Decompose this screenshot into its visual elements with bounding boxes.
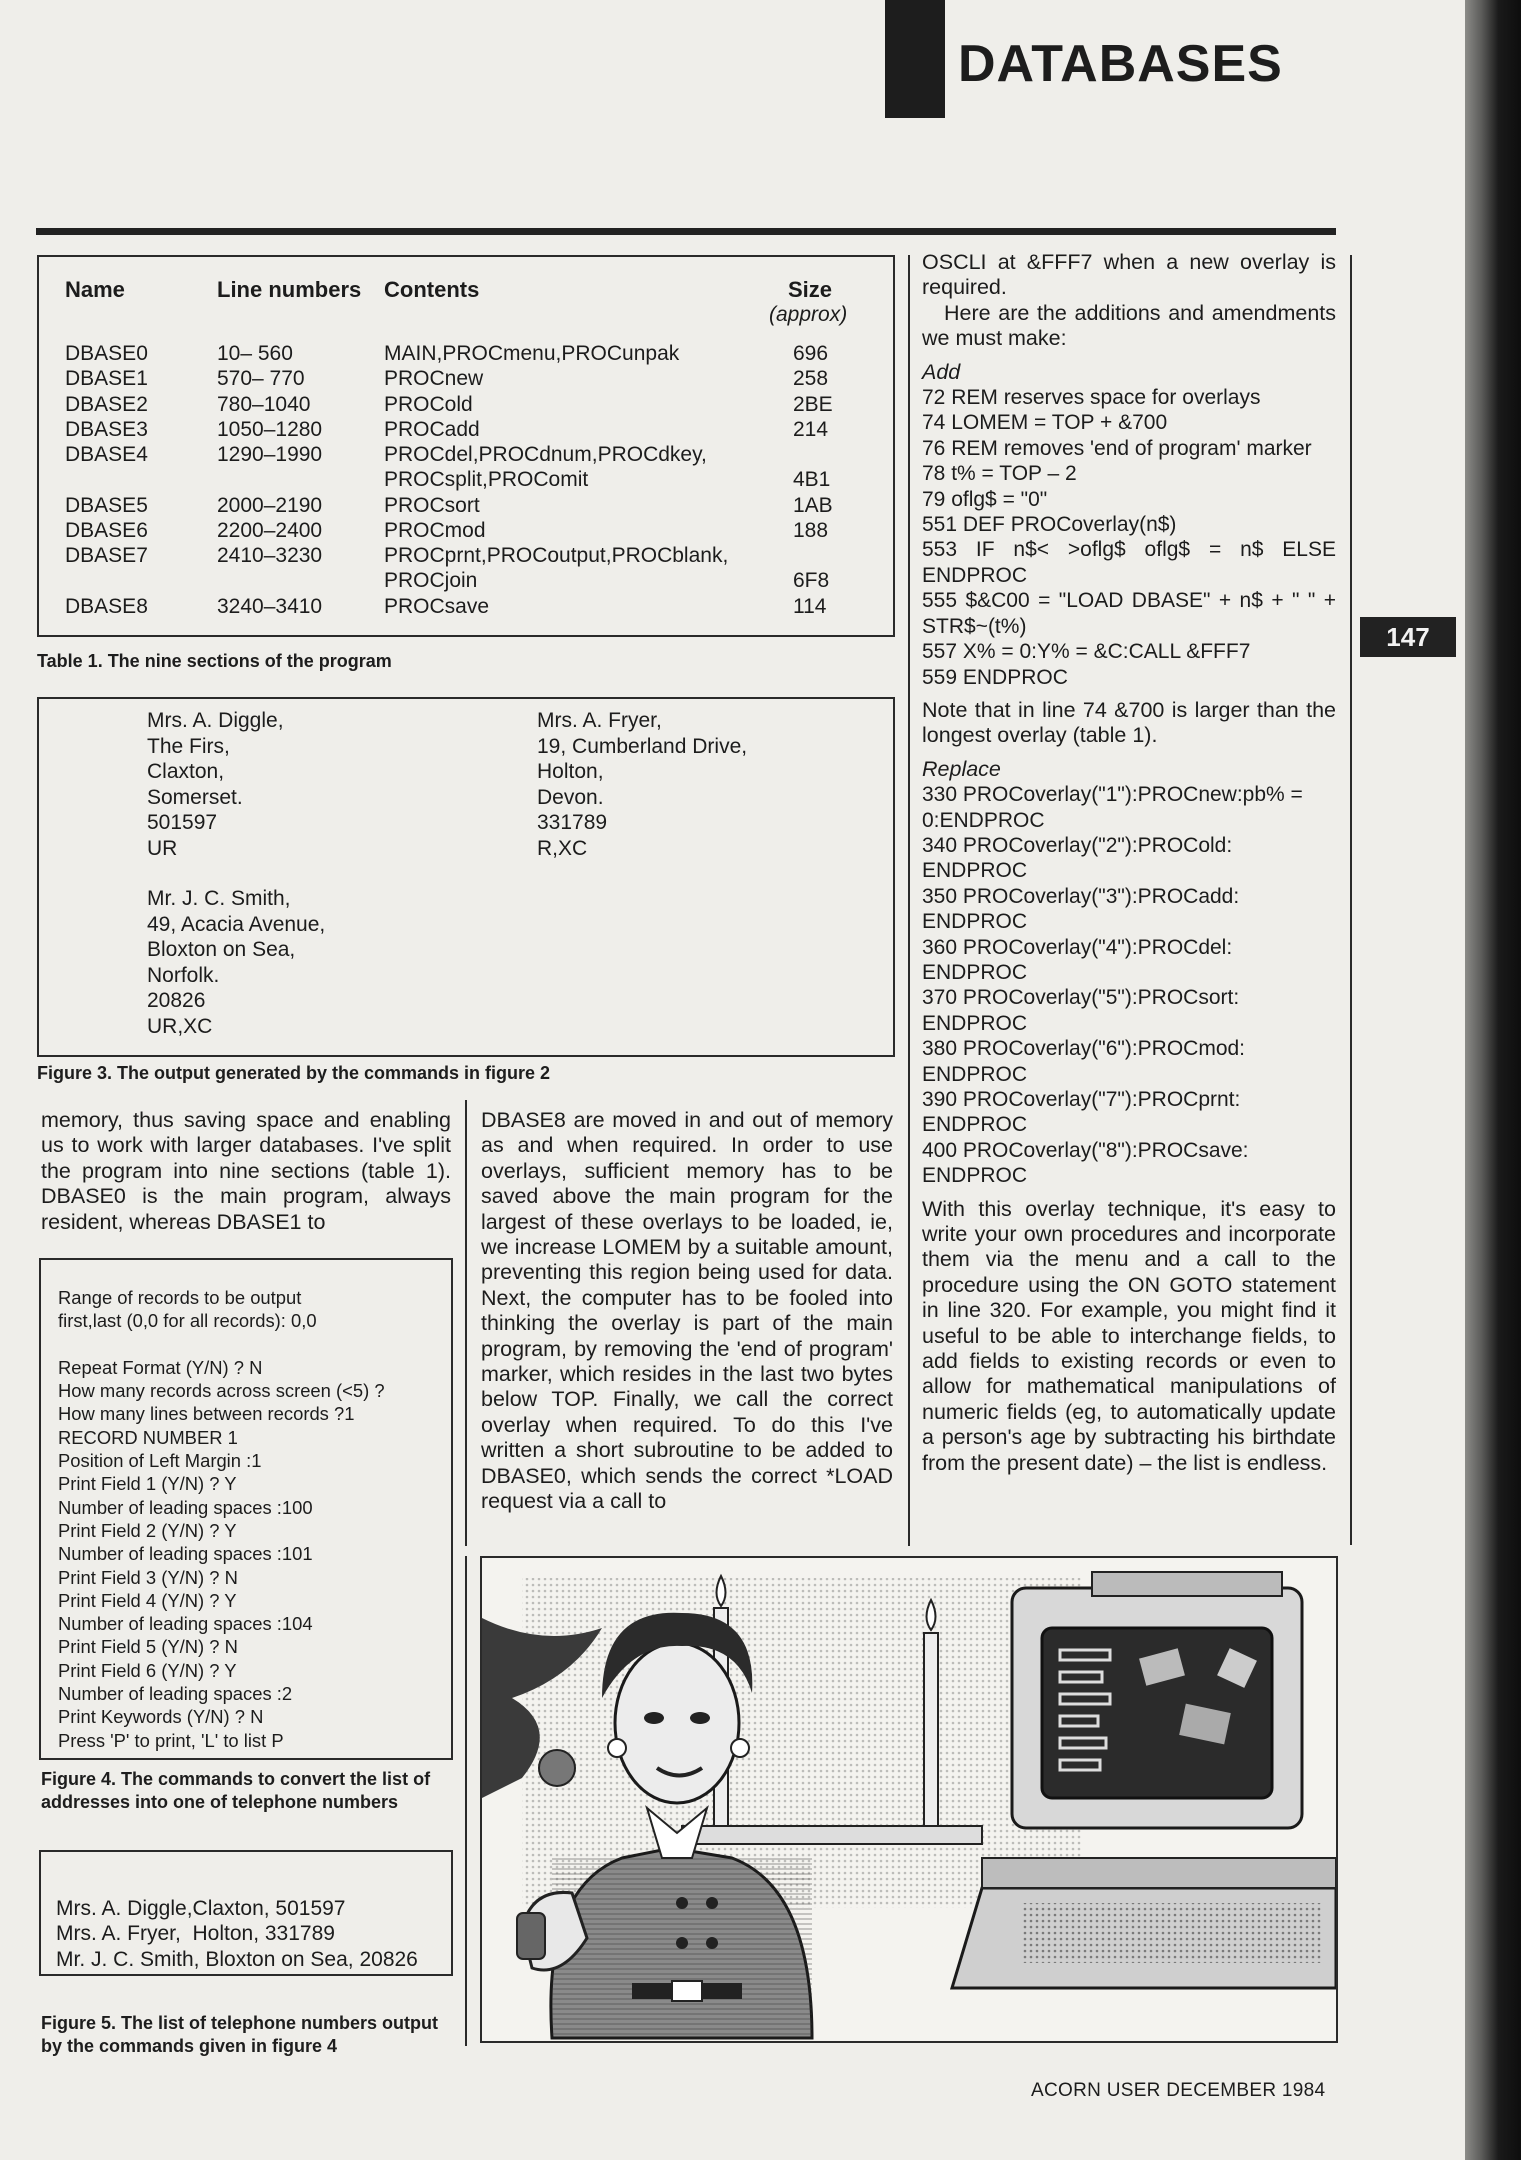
address-diggle: Mrs. A. Diggle, The Firs, Claxton, Somerset. 501597 UR bbox=[147, 709, 284, 860]
bauble-icon bbox=[539, 1750, 575, 1786]
cell-contents: PROCsort bbox=[384, 493, 480, 517]
cell-contents: PROCnew bbox=[384, 367, 484, 391]
add-code-line: 559 ENDPROC bbox=[922, 665, 1068, 689]
cell-size: 1AB bbox=[793, 493, 833, 517]
cell-name: DBASE3 bbox=[65, 417, 148, 441]
column-1-paragraph: memory, thus saving space and enabling us to work with larger databases. I've split the program into nine sections (table 1). DBASE0 is the main program, always resident, whereas DBASE1 to bbox=[41, 1108, 451, 1234]
disk-drive bbox=[1092, 1572, 1282, 1596]
cell-contents: PROCmod bbox=[384, 519, 486, 542]
replace-code-line: 350 PROCoverlay("3"):PROCadd: ENDPROC bbox=[922, 884, 1240, 934]
figure-3 bbox=[37, 697, 895, 1057]
illustration bbox=[480, 1556, 1338, 2043]
cell-name: DBASE7 bbox=[65, 544, 148, 568]
cell-contents: MAIN,PROCmenu,PROCunpak bbox=[384, 342, 680, 365]
cell-size: 4B1 bbox=[793, 468, 831, 492]
th-line-numbers: Line numbers bbox=[217, 277, 362, 302]
section-title: DATABASES bbox=[958, 35, 1283, 93]
binding-spine bbox=[1465, 0, 1521, 2160]
replace-code-line: 360 PROCoverlay("4"):PROCdel: ENDPROC bbox=[922, 935, 1233, 984]
cell-size: 6F8 bbox=[793, 569, 830, 593]
replace-code-line: 340 PROCoverlay("2"):PROCold: ENDPROC bbox=[922, 833, 1233, 883]
column-2-paragraph: DBASE8 are moved in and out of memory as and when required. In order to use overlays, sufficient memory has to be saved above the main program for the largest of these overlays to be loaded, ie, we increase LOMEM by a suitable amount, preventing this region being used for data. Next, the computer has to be fooled into thinking the overlay is part of the main program, by removing the 'end of program' marker, which resides in the last two bytes below TOP. Finally, we call the correct overlay when required. To do this I've written a short subroutine to be added to DBASE0, which sends the correct *LOAD request via a call to bbox=[481, 1108, 893, 1514]
computer-monitor-icon bbox=[1012, 1572, 1302, 1828]
cell-lines: 2410–3230 bbox=[217, 544, 323, 568]
figure-5-caption: Figure 5. The list of telephone numbers output by the commands given in figure 4 bbox=[41, 2013, 439, 2056]
cell-name: DBASE4 bbox=[65, 443, 148, 467]
cell-contents: PROCsave bbox=[384, 594, 490, 618]
cell-lines: 3240–3410 bbox=[217, 594, 323, 618]
cell-name: DBASE1 bbox=[65, 367, 148, 391]
replace-code-line: 400 PROCoverlay("8"):PROCsave: ENDPROC bbox=[922, 1138, 1249, 1188]
replace-code-line: 380 PROCoverlay("6"):PROCmod: ENDPROC bbox=[922, 1037, 1246, 1086]
th-size: Size bbox=[788, 277, 833, 302]
replace-heading: Replace bbox=[922, 756, 1001, 781]
cell-size: 188 bbox=[793, 519, 829, 542]
cell-name: DBASE8 bbox=[65, 594, 148, 618]
table-1 bbox=[37, 255, 895, 637]
add-code-line: 78 t% = TOP – 2 bbox=[922, 462, 1077, 486]
replace-code-line: 330 PROCoverlay("1"):PROCnew:pb% = 0:ENDPROC bbox=[922, 783, 1303, 832]
column-3 bbox=[922, 250, 1336, 1476]
add-code-line: 74 LOMEM = TOP + &700 bbox=[922, 411, 1168, 435]
cell-contents: PROCadd bbox=[384, 417, 480, 441]
col3-intro-1: OSCLI at &FFF7 when a new overlay is required. bbox=[922, 250, 1336, 300]
replace-lines bbox=[922, 782, 1336, 1189]
header-rule bbox=[36, 228, 1336, 235]
header-black-block bbox=[885, 0, 945, 118]
col3-note: Note that in line 74 &700 is larger than the longest overlay (table 1). bbox=[922, 697, 1336, 748]
cell-contents: PROCdel,PROCdnum,PROCdkey, bbox=[384, 443, 707, 467]
figure-4-lines: Range of records to be output first,last (0,0 for all records): 0,0 Repeat Format (Y/N) ? N How many records across screen (<5) ? How many lines between records ?1 RECORD NUMBER 1 Position of Left Margin :1 Print Field 1 (Y/N) ? Y Number of leading spaces :100 Print Field 2 (Y/N) ? Y Number of leading spaces :101 Print Field 3 (Y/N) ? N Print Field 4 (Y/N) ? Y Number of leading spaces :104 Print Field 5 (Y/N) ? N Print Field 6 (Y/N) ? Y Number of leading spaces :2 Print Keywords (Y/N) ? N Press 'P' to print, 'L' to list P bbox=[58, 1287, 385, 1751]
shelf bbox=[682, 1826, 982, 1844]
cell-name: DBASE6 bbox=[65, 519, 148, 542]
cell-lines: 2200–2400 bbox=[217, 519, 323, 542]
cell-size: 214 bbox=[793, 417, 829, 441]
address-fryer: Mrs. A. Fryer, 19, Cumberland Drive, Holton, Devon. 331789 R,XC bbox=[537, 709, 748, 860]
illustration-svg bbox=[482, 1558, 1336, 2041]
cassette-icon bbox=[517, 1913, 545, 1959]
add-heading: Add bbox=[922, 359, 961, 384]
cell-lines: 1050–1280 bbox=[217, 417, 323, 441]
column-1-text bbox=[41, 1108, 451, 1235]
th-contents: Contents bbox=[384, 277, 480, 302]
add-code-line: 551 DEF PROCoverlay(n$) bbox=[922, 513, 1177, 537]
keyboard-icon bbox=[952, 1858, 1336, 1988]
replace-code-line: 370 PROCoverlay("5"):PROCsort: ENDPROC bbox=[922, 986, 1240, 1035]
cell-name: DBASE5 bbox=[65, 493, 148, 517]
figure-3-caption: Figure 3. The output generated by the commands in figure 2 bbox=[37, 1063, 551, 1083]
cell-lines: 570– 770 bbox=[217, 367, 305, 391]
cell-contents: PROCold bbox=[384, 392, 473, 416]
candle-icon bbox=[924, 1633, 938, 1833]
column-divider-4 bbox=[465, 1556, 467, 2046]
figure-5 bbox=[39, 1850, 453, 1976]
add-code-line: 72 REM reserves space for overlays bbox=[922, 386, 1261, 410]
add-code-line: 557 X% = 0:Y% = &C:CALL &FFF7 bbox=[922, 640, 1251, 664]
cell-contents: PROCprnt,PROCoutput,PROCblank, bbox=[384, 544, 729, 568]
figure-4 bbox=[39, 1258, 453, 1760]
cell-lines: 10– 560 bbox=[217, 342, 293, 365]
cell-lines: 2000–2190 bbox=[217, 493, 323, 517]
replace-code-line: 390 PROCoverlay("7"):PROCprnt: ENDPROC bbox=[922, 1088, 1241, 1137]
cell-name: DBASE2 bbox=[65, 392, 148, 416]
cell-size: 2BE bbox=[793, 392, 833, 416]
col3-closing: With this overlay technique, it's easy to write your own procedures and incorporate them via the menu and a call to the procedure using the ON GOTO statement in line 320. For example, you might find it useful to be able to interchange fields, to add fields to existing records or even to allow for mathematical manipulations of numeric fields (eg, to automatically update a person's age by subtracting his birthdate from the present date) – the list is endless. bbox=[922, 1196, 1336, 1475]
add-lines bbox=[922, 385, 1336, 690]
column-2-text bbox=[481, 1108, 893, 1515]
footer-publication: ACORN USER DECEMBER 1984 bbox=[1031, 2080, 1326, 2101]
woman-face bbox=[615, 1643, 739, 1803]
cell-lines: 780–1040 bbox=[217, 392, 311, 416]
cell-size: 258 bbox=[793, 367, 829, 391]
table-1-caption: Table 1. The nine sections of the program bbox=[37, 651, 392, 671]
cell-name: DBASE0 bbox=[65, 342, 148, 365]
cell-contents-cont: PROCjoin bbox=[384, 569, 478, 593]
belt-buckle-icon bbox=[672, 1981, 702, 2001]
column-divider-3 bbox=[1350, 255, 1352, 1545]
add-code-line: 553 IF n$< >oflg$ oflg$ = n$ ELSE ENDPROC bbox=[922, 538, 1336, 587]
add-code-line: 79 oflg$ = "0" bbox=[922, 487, 1048, 511]
address-smith: Mr. J. C. Smith, 49, Acacia Avenue, Bloxton on Sea, Norfolk. 20826 UR,XC bbox=[147, 887, 326, 1038]
cell-size: 696 bbox=[793, 342, 829, 365]
figure-4-caption: Figure 4. The commands to convert the list of addresses into one of telephone numbers bbox=[41, 1769, 431, 1812]
cell-contents-cont: PROCsplit,PROComit bbox=[384, 468, 589, 492]
cell-lines: 1290–1990 bbox=[217, 443, 323, 467]
figure-5-lines: Mrs. A. Diggle,Claxton, 501597 Mrs. A. Fryer, Holton, 331789 Mr. J. C. Smith, Bloxton on Sea, 20826 bbox=[56, 1897, 418, 1971]
page-number: 147 bbox=[1360, 617, 1456, 657]
th-name: Name bbox=[65, 277, 125, 302]
column-divider-2 bbox=[908, 255, 910, 1546]
cell-size: 114 bbox=[793, 594, 827, 618]
col3-intro-2: Here are the additions and amendments we must make: bbox=[922, 300, 1336, 351]
add-code-line: 76 REM removes 'end of program' marker bbox=[922, 436, 1312, 460]
column-divider-1 bbox=[465, 1100, 467, 1546]
add-code-line: 555 $&C00 = "LOAD DBASE" + n$ + " " + STR$~(t%) bbox=[922, 589, 1336, 638]
th-size-note: (approx) bbox=[769, 303, 848, 326]
